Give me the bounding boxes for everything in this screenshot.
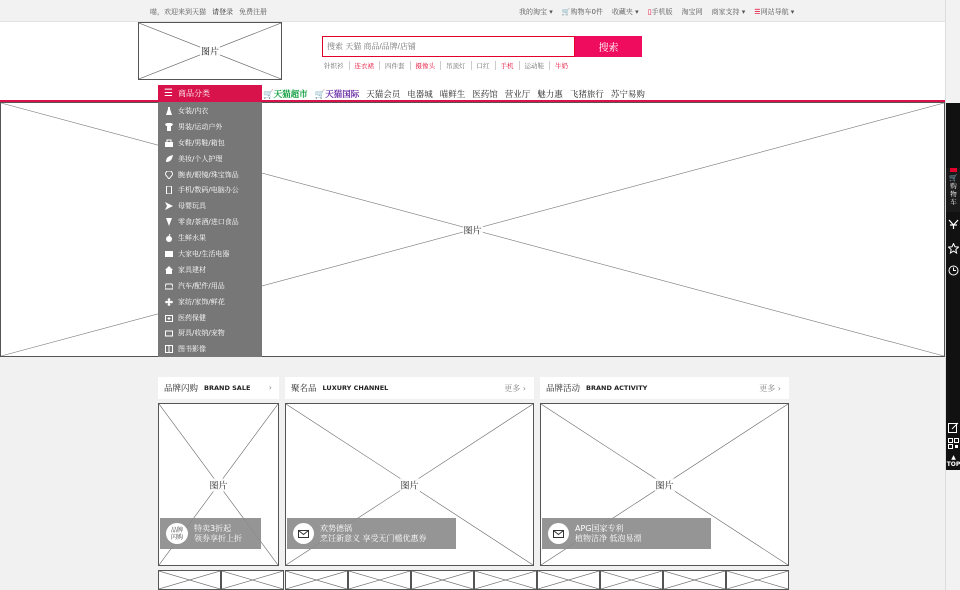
edit-icon[interactable] <box>948 422 959 433</box>
category-item[interactable]: 女装/内衣 <box>158 103 262 119</box>
category-menu-button[interactable] <box>158 85 262 102</box>
placeholder-label: 图片 <box>462 223 482 236</box>
sidebar-cart-label: 购物车 <box>950 182 957 206</box>
hot-word[interactable]: 运动鞋 <box>519 61 550 70</box>
nav-link[interactable]: 苏宁易购 <box>610 90 645 100</box>
section-subtitle: BRAND SALE <box>204 384 251 392</box>
shirt-icon <box>165 123 173 131</box>
category-menu-label: 商品分类 <box>177 89 210 98</box>
category-item[interactable]: 医药保健 <box>158 310 262 326</box>
chevron-right-icon[interactable]: › <box>268 383 272 392</box>
dress-icon <box>165 107 173 115</box>
cart-icon: 🛒 <box>314 90 326 100</box>
hot-word[interactable]: 口红 <box>471 61 495 70</box>
car-icon <box>165 282 173 290</box>
book-icon <box>165 345 173 353</box>
hot-word[interactable]: 针织衫 <box>324 62 344 70</box>
thumbnail-placeholder[interactable] <box>285 570 348 590</box>
thumbnail-placeholder[interactable] <box>411 570 474 590</box>
section-title: 聚名品 <box>291 384 317 394</box>
luxury-caption[interactable]: 欢势德锅 烹饪新意义 享受无门槛优惠券 <box>287 518 456 549</box>
category-item[interactable]: 零食/茶酒/进口食品 <box>158 214 262 230</box>
cart-icon: 🛒 <box>263 90 274 100</box>
merchant-support-link[interactable]: 商家支持 ▾ <box>711 8 746 16</box>
star-icon[interactable] <box>948 243 959 254</box>
category-item[interactable]: 手机/数码/电脑办公 <box>158 182 262 198</box>
section-title: 品牌闪购 <box>164 384 199 394</box>
cart-link[interactable]: 🛒购物车0件 <box>561 8 603 16</box>
coupon-icon[interactable] <box>948 219 959 230</box>
category-item[interactable]: 家具建材 <box>158 262 262 278</box>
thumbnail-placeholder[interactable] <box>474 570 537 590</box>
category-item[interactable]: 大家电/生活电器 <box>158 246 262 262</box>
login-link[interactable]: 请登录 <box>212 8 233 16</box>
apple-icon <box>165 234 173 242</box>
section-subtitle: LUXURY CHANNEL <box>322 384 389 392</box>
category-item[interactable]: 腕表/眼镜/珠宝饰品 <box>158 167 262 183</box>
hot-word[interactable]: 吊顶灯 <box>440 61 471 70</box>
favorites-link[interactable]: 收藏夹 ▾ <box>611 8 639 16</box>
category-list <box>158 102 262 357</box>
list-icon: ☰ <box>164 88 173 99</box>
category-item[interactable]: 美妆/个人护理 <box>158 151 262 167</box>
category-item[interactable]: 女鞋/男鞋/箱包 <box>158 135 262 151</box>
section-luxury-header <box>285 377 534 399</box>
banner-placeholder[interactable] <box>0 102 945 357</box>
cart-icon: 🛒 <box>561 8 571 16</box>
hot-word[interactable]: 手机 <box>495 61 519 70</box>
menu-icon: ☰ <box>754 8 761 16</box>
category-item[interactable]: 厨具/收纳/宠物 <box>158 325 262 341</box>
phone-icon <box>165 186 173 194</box>
thumbnail-placeholder[interactable] <box>663 570 726 590</box>
bag-icon <box>165 139 173 147</box>
hot-words <box>324 61 573 70</box>
logo-placeholder[interactable] <box>138 22 282 80</box>
section-brand-sale-header <box>158 377 279 399</box>
thumbnail-placeholder[interactable] <box>221 570 284 590</box>
mobile-icon: ▯ <box>647 8 652 16</box>
placeholder-label: 图片 <box>208 478 228 491</box>
top-bar <box>0 0 945 22</box>
category-item[interactable]: 图书影像 <box>158 341 262 357</box>
nav-link-tmall-global[interactable]: 🛒天猫国际 <box>314 90 360 100</box>
cone-icon <box>165 218 173 226</box>
right-toolbar <box>945 0 960 590</box>
taobao-link[interactable]: 淘宝网 <box>681 8 703 16</box>
back-to-top-button[interactable]: ▲ TOP <box>946 454 960 468</box>
history-icon[interactable] <box>948 265 959 276</box>
flower-icon <box>165 298 173 306</box>
search-button[interactable]: 搜索 <box>575 36 642 57</box>
house-icon <box>165 266 173 274</box>
brand-activity-caption[interactable]: APG国家专利 植物洁净 低泡易漂 <box>542 518 711 549</box>
thumbnail-placeholder[interactable] <box>726 570 789 590</box>
cart-icon: 🛒 <box>949 174 958 182</box>
thumbnail-placeholder[interactable] <box>348 570 411 590</box>
search-input[interactable] <box>322 36 575 57</box>
mail-icon <box>293 523 314 544</box>
appliance-icon <box>165 250 173 258</box>
mail-icon <box>548 523 569 544</box>
diamond-icon <box>165 171 173 179</box>
nav-link[interactable]: 电器城 <box>407 90 433 100</box>
more-link[interactable]: 更多 › <box>759 384 781 393</box>
hot-word[interactable]: 摄像头 <box>410 61 441 70</box>
thumbnail-placeholder[interactable] <box>158 570 221 590</box>
brand-sale-caption[interactable]: 品牌闪购 特卖3折起 领券享折上折 <box>160 518 261 549</box>
nav-link[interactable]: 魅力惠 <box>537 90 563 100</box>
main-nav <box>0 85 945 102</box>
hot-word[interactable]: 牛奶 <box>549 61 573 70</box>
category-item[interactable]: 男装/运动户外 <box>158 119 262 135</box>
mobile-link[interactable]: ▯手机版 <box>647 8 673 16</box>
nav-link[interactable]: 喵鲜生 <box>439 90 466 100</box>
register-link[interactable]: 免费注册 <box>239 8 267 16</box>
nav-link[interactable]: 营业厅 <box>504 90 531 100</box>
category-item[interactable]: 汽车/配件/用品 <box>158 278 262 294</box>
nav-link-tmall-supermarket[interactable]: 🛒天猫超市 <box>263 90 308 100</box>
placeholder-label: 图片 <box>399 478 419 491</box>
my-taobao-link[interactable]: 我的淘宝 ▾ <box>519 8 553 16</box>
category-item[interactable]: 家纺/家饰/鲜花 <box>158 294 262 310</box>
thumbnail-placeholder[interactable] <box>600 570 663 590</box>
category-item[interactable]: 母婴玩具 <box>158 198 262 214</box>
placeholder-label: 图片 <box>654 478 674 491</box>
brand-sale-badge: 品牌闪购 <box>166 523 188 544</box>
thumbnail-placeholder[interactable] <box>537 570 600 590</box>
nav-link[interactable]: 医药馆 <box>472 90 498 100</box>
arrow-up-icon: ▲ <box>951 454 956 461</box>
plane-icon <box>165 202 173 210</box>
medkit-icon <box>165 314 173 322</box>
section-brand-activity-header <box>540 377 789 399</box>
chevron-right-icon: › <box>777 384 781 393</box>
nav-link[interactable]: 天猫会员 <box>366 90 401 100</box>
hot-word[interactable]: 四件套 <box>379 61 410 70</box>
welcome-text: 喵，欢迎来到天猫 <box>150 8 206 16</box>
section-subtitle: BRAND ACTIVITY <box>586 384 648 392</box>
category-item[interactable]: 生鲜水果 <box>158 230 262 246</box>
qrcode-icon[interactable] <box>948 438 959 449</box>
site-nav-link[interactable]: ☰网站导航 ▾ <box>754 8 795 16</box>
more-link[interactable]: 更多 › <box>504 384 526 393</box>
sidebar-cart-button[interactable] <box>946 168 960 212</box>
chevron-right-icon: › <box>522 384 526 393</box>
nav-link[interactable]: 飞猪旅行 <box>569 90 604 100</box>
hot-word[interactable]: 连衣裙 <box>349 61 380 70</box>
section-title: 品牌活动 <box>546 384 581 394</box>
placeholder-label: 图片 <box>200 45 220 58</box>
pot-icon <box>165 329 173 337</box>
leaf-icon <box>165 155 173 163</box>
